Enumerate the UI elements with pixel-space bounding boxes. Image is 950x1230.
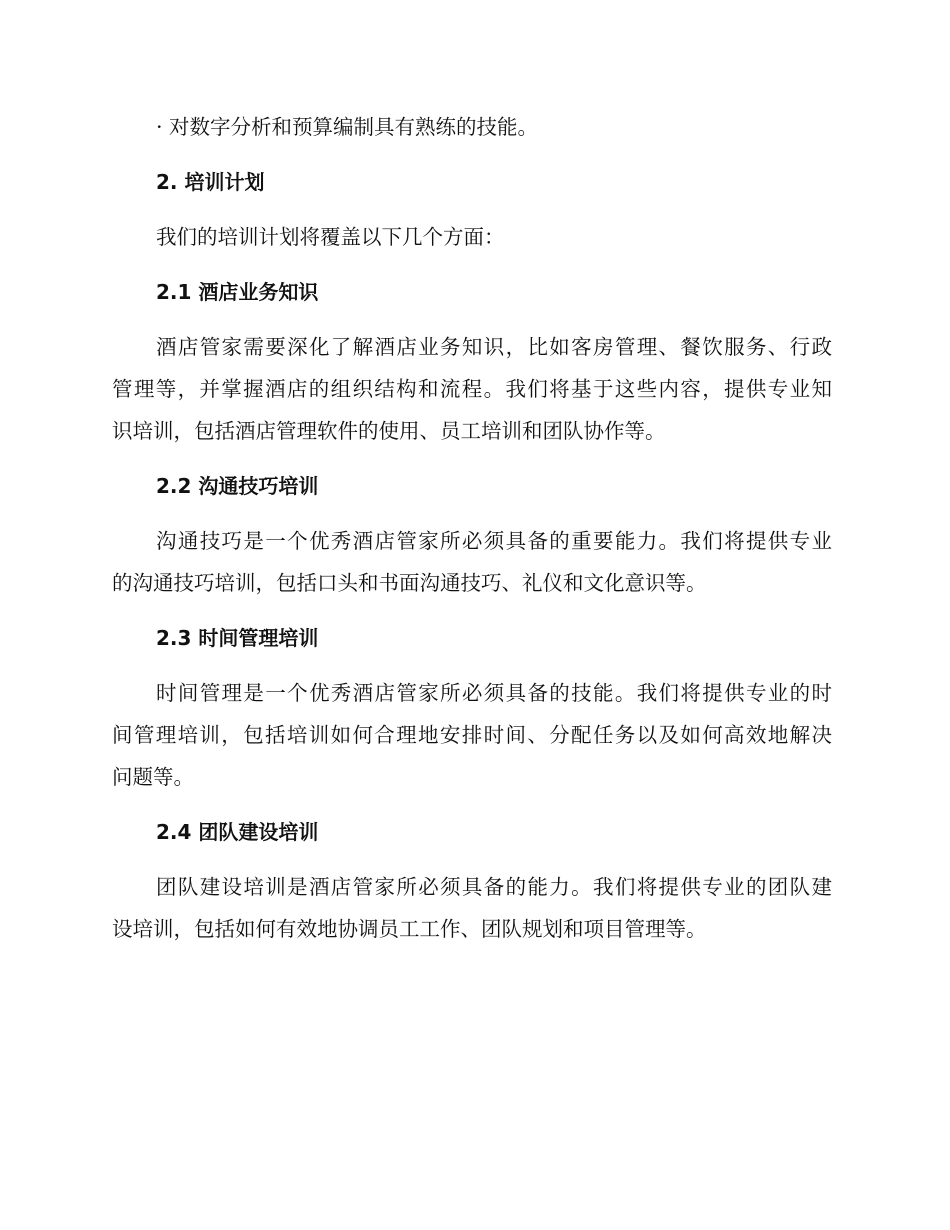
paragraph-line: 的沟通技巧培训，包括口头和书面沟通技巧、礼仪和文化意识等。	[112, 571, 707, 595]
paragraph-line: 设培训，包括如何有效地协调员工工作、团队规划和项目管理等。	[112, 917, 707, 941]
subsection-heading-2-1: 2.1 酒店业务知识	[156, 280, 319, 304]
section-heading-2: 2. 培训计划	[156, 170, 265, 194]
paragraph-line: 酒店管家需要深化了解酒店业务知识，比如客房管理、餐饮服务、行政	[156, 335, 832, 359]
paragraph-line: 沟通技巧是一个优秀酒店管家所必须具备的重要能力。我们将提供专业	[156, 529, 832, 553]
paragraph-line: 团队建设培训是酒店管家所必须具备的能力。我们将提供专业的团队建	[156, 875, 832, 899]
subsection-heading-2-2: 2.2 沟通技巧培训	[156, 474, 319, 498]
bullet-item: · 对数字分析和预算编制具有熟练的技能。	[156, 115, 539, 139]
paragraph-line: 时间管理是一个优秀酒店管家所必须具备的技能。我们将提供专业的时	[156, 681, 832, 705]
paragraph-line: 识培训，包括酒店管理软件的使用、员工培训和团队协作等。	[112, 419, 666, 443]
paragraph-line: 间管理培训，包括培训如何合理地安排时间、分配任务以及如何高效地解决	[112, 723, 832, 747]
section-intro: 我们的培训计划将覆盖以下几个方面：	[156, 225, 505, 249]
subsection-heading-2-4: 2.4 团队建设培训	[156, 820, 319, 844]
subsection-heading-2-3: 2.3 时间管理培训	[156, 626, 319, 650]
paragraph-line: 管理等，并掌握酒店的组织结构和流程。我们将基于这些内容，提供专业知	[112, 377, 832, 401]
paragraph-line: 问题等。	[112, 765, 194, 789]
